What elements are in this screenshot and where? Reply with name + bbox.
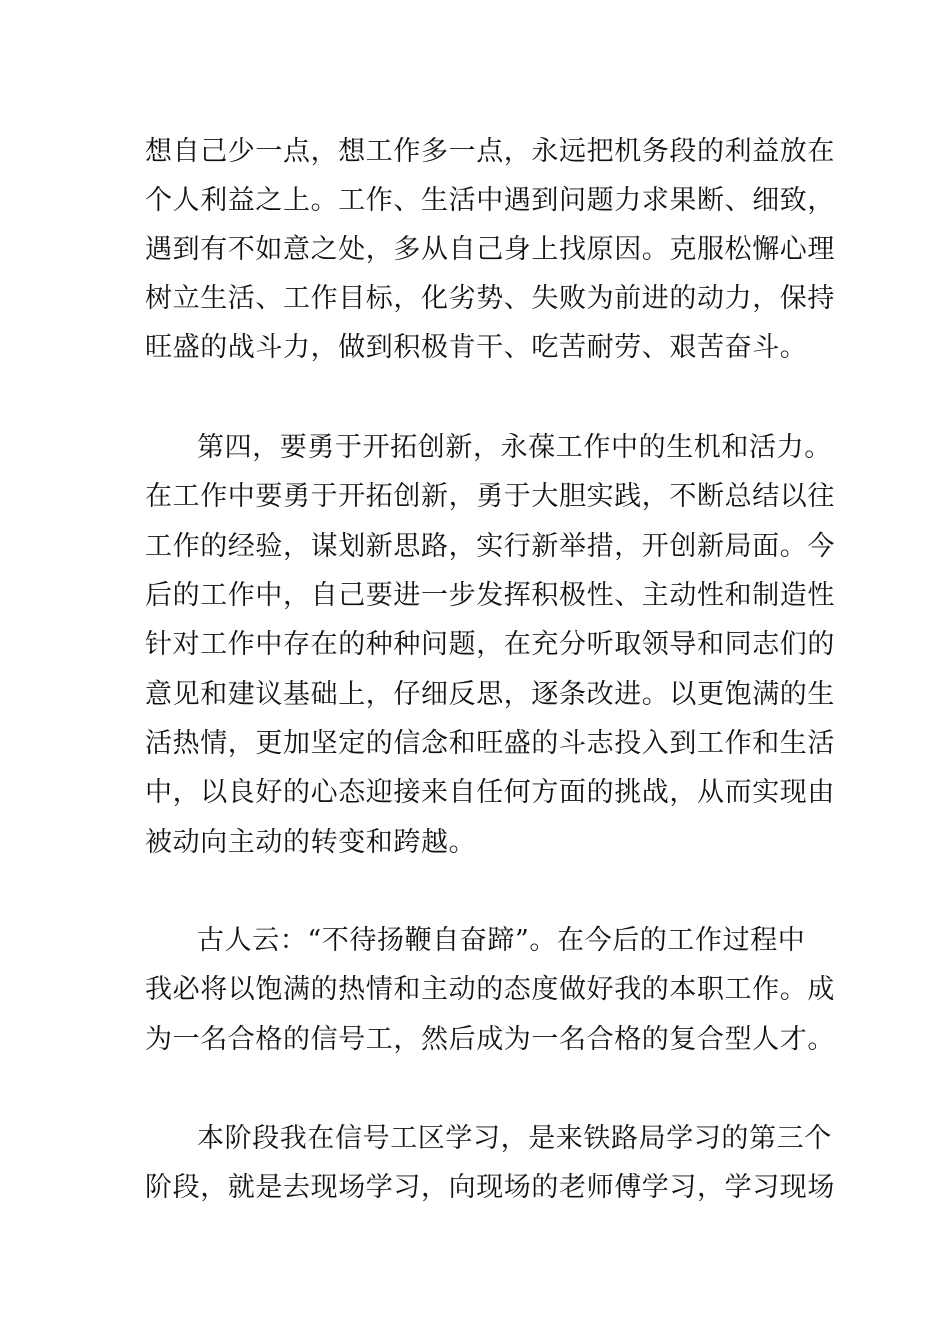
- text-line: 我必将以饱满的热情和主动的态度做好我的本职工作。成: [145, 974, 835, 1005]
- text-line: 古人云：“不待扬鞭自奋蹄”。在今后的工作过程中: [197, 925, 806, 956]
- text-line: 在工作中要勇于开拓创新，勇于大胆实践，不断总结以往: [145, 481, 835, 512]
- text-line: 本阶段我在信号工区学习，是来铁路局学习的第三个: [197, 1123, 832, 1154]
- text-line: 被动向主动的转变和跨越。: [145, 827, 477, 858]
- text-line: 中，以良好的心态迎接来自任何方面的挑战，从而实现由: [145, 777, 835, 808]
- text-line: 阶段，就是去现场学习，向现场的老师傅学习，学习现场: [145, 1172, 835, 1203]
- text-line: 第四，要勇于开拓创新，永葆工作中的生机和活力。: [197, 432, 832, 463]
- text-line: 针对工作中存在的种种问题，在充分听取领导和同志们的: [145, 629, 835, 660]
- text-line: 遇到有不如意之处，多从自己身上找原因。克服松懈心理: [145, 234, 835, 265]
- text-line: 后的工作中，自己要进一步发挥积极性、主动性和制造性: [145, 580, 835, 611]
- text-line: 工作的经验，谋划新思路，实行新举措，开创新局面。今: [145, 531, 835, 562]
- text-line: 个人利益之上。工作、生活中遇到问题力求果断、细致，: [145, 185, 835, 216]
- text-line: 树立生活、工作目标，化劣势、失败为前进的动力，保持: [145, 283, 835, 314]
- text-line: 意见和建议基础上，仔细反思，逐条改进。以更饱满的生: [145, 679, 835, 710]
- text-line: 旺盛的战斗力，做到积极肯干、吃苦耐劳、艰苦奋斗。: [145, 332, 808, 363]
- text-line: 想自己少一点，想工作多一点，永远把机务段的利益放在: [145, 136, 835, 167]
- text-line: 活热情，更加坚定的信念和旺盛的斗志投入到工作和生活: [145, 728, 835, 759]
- text-line: 为一名合格的信号工，然后成为一名合格的复合型人才。: [145, 1024, 835, 1055]
